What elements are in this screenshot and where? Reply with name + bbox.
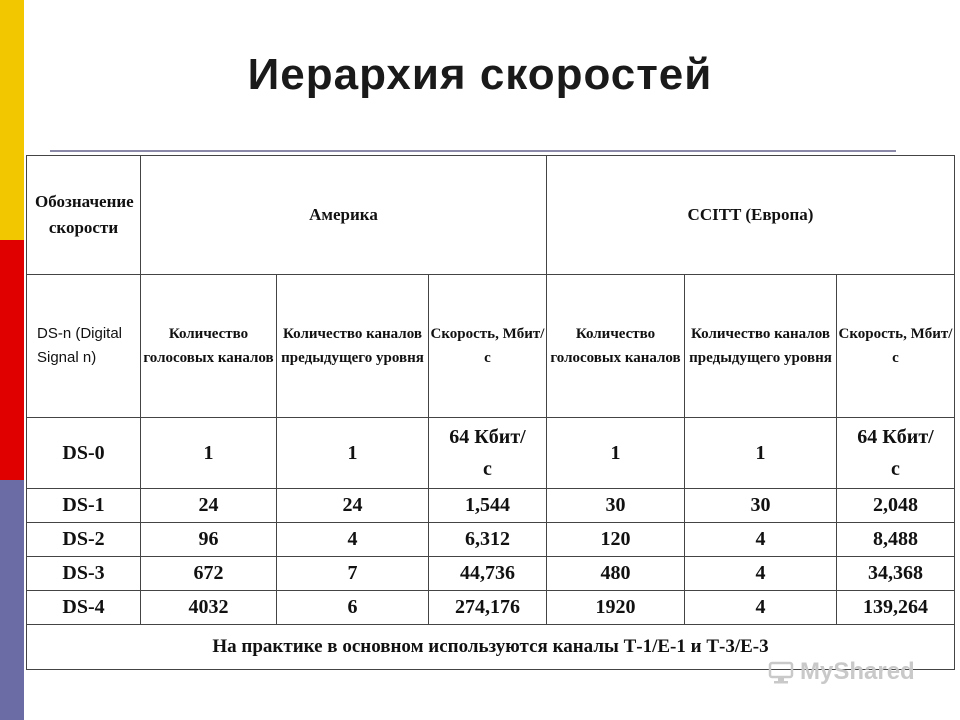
col-header: Количество каналов предыдущего уровня <box>685 275 837 418</box>
america-header: Америка <box>141 156 547 275</box>
table-cell: 4 <box>685 557 837 591</box>
table-cell: 4032 <box>141 591 277 625</box>
accent-bar-blue <box>0 480 24 720</box>
table-cell: 139,264 <box>837 591 955 625</box>
page-title: Иерархия скоростей <box>247 50 713 99</box>
table-cell: 4 <box>277 523 429 557</box>
table-cell: 34,368 <box>837 557 955 591</box>
table-cell: 1 <box>685 418 837 489</box>
table-cell: 44,736 <box>429 557 547 591</box>
watermark-text: MyShared <box>800 658 915 685</box>
table-row <box>27 557 955 591</box>
col-header: Количество голосовых каналов <box>141 275 277 418</box>
accent-bar-yellow <box>0 0 24 240</box>
designation-header: Обозначение скорости <box>27 156 141 275</box>
table-cell: DS-4 <box>27 591 141 625</box>
table-cell: 1 <box>141 418 277 489</box>
table-row <box>27 489 955 523</box>
col-header: Скорость, Мбит/с <box>837 275 955 418</box>
col-header: Количество каналов предыдущего уровня <box>277 275 429 418</box>
table-cell: 2,048 <box>837 489 955 523</box>
table-cell: 1 <box>277 418 429 489</box>
table-cell: 64 Кбит/с <box>837 418 955 489</box>
table-cell: 7 <box>277 557 429 591</box>
table-cell: DS-1 <box>27 489 141 523</box>
table-cell: 96 <box>141 523 277 557</box>
table-row <box>27 418 955 489</box>
monitor-icon <box>768 659 794 685</box>
table-row <box>27 523 955 557</box>
table-cell: 1,544 <box>429 489 547 523</box>
table-cell: 274,176 <box>429 591 547 625</box>
table-cell: DS-3 <box>27 557 141 591</box>
table-cell: 4 <box>685 523 837 557</box>
table-cell: 4 <box>685 591 837 625</box>
table-cell: 480 <box>547 557 685 591</box>
speed-hierarchy-table <box>26 155 955 670</box>
table-row <box>27 591 955 625</box>
table-cell: 24 <box>141 489 277 523</box>
table-cell: 64 Кбит/с <box>429 418 547 489</box>
table-cell: 672 <box>141 557 277 591</box>
col-header: Количество голосовых каналов <box>547 275 685 418</box>
table-cell: 1920 <box>547 591 685 625</box>
table-cell: 30 <box>685 489 837 523</box>
table-cell: 6 <box>277 591 429 625</box>
table-cell: DS-2 <box>27 523 141 557</box>
ds-n-header: DS-n (Digital Signal n) <box>27 275 141 418</box>
watermark <box>768 658 915 686</box>
table-cell: 6,312 <box>429 523 547 557</box>
accent-bar-red <box>0 240 24 480</box>
table-cell: 24 <box>277 489 429 523</box>
header-row-2 <box>27 275 955 418</box>
col-header: Скорость, Мбит/с <box>429 275 547 418</box>
europe-header: CCITT (Европа) <box>547 156 955 275</box>
table-cell: 1 <box>547 418 685 489</box>
title-divider <box>50 150 896 152</box>
table-cell: DS-0 <box>27 418 141 489</box>
table-cell: 120 <box>547 523 685 557</box>
table-cell: 30 <box>547 489 685 523</box>
table-cell: 8,488 <box>837 523 955 557</box>
footer-note: На практике в основном используются каналы Т-1/Е-1 и Т-3/Е-3 <box>27 625 955 670</box>
header-row-1 <box>27 156 955 275</box>
